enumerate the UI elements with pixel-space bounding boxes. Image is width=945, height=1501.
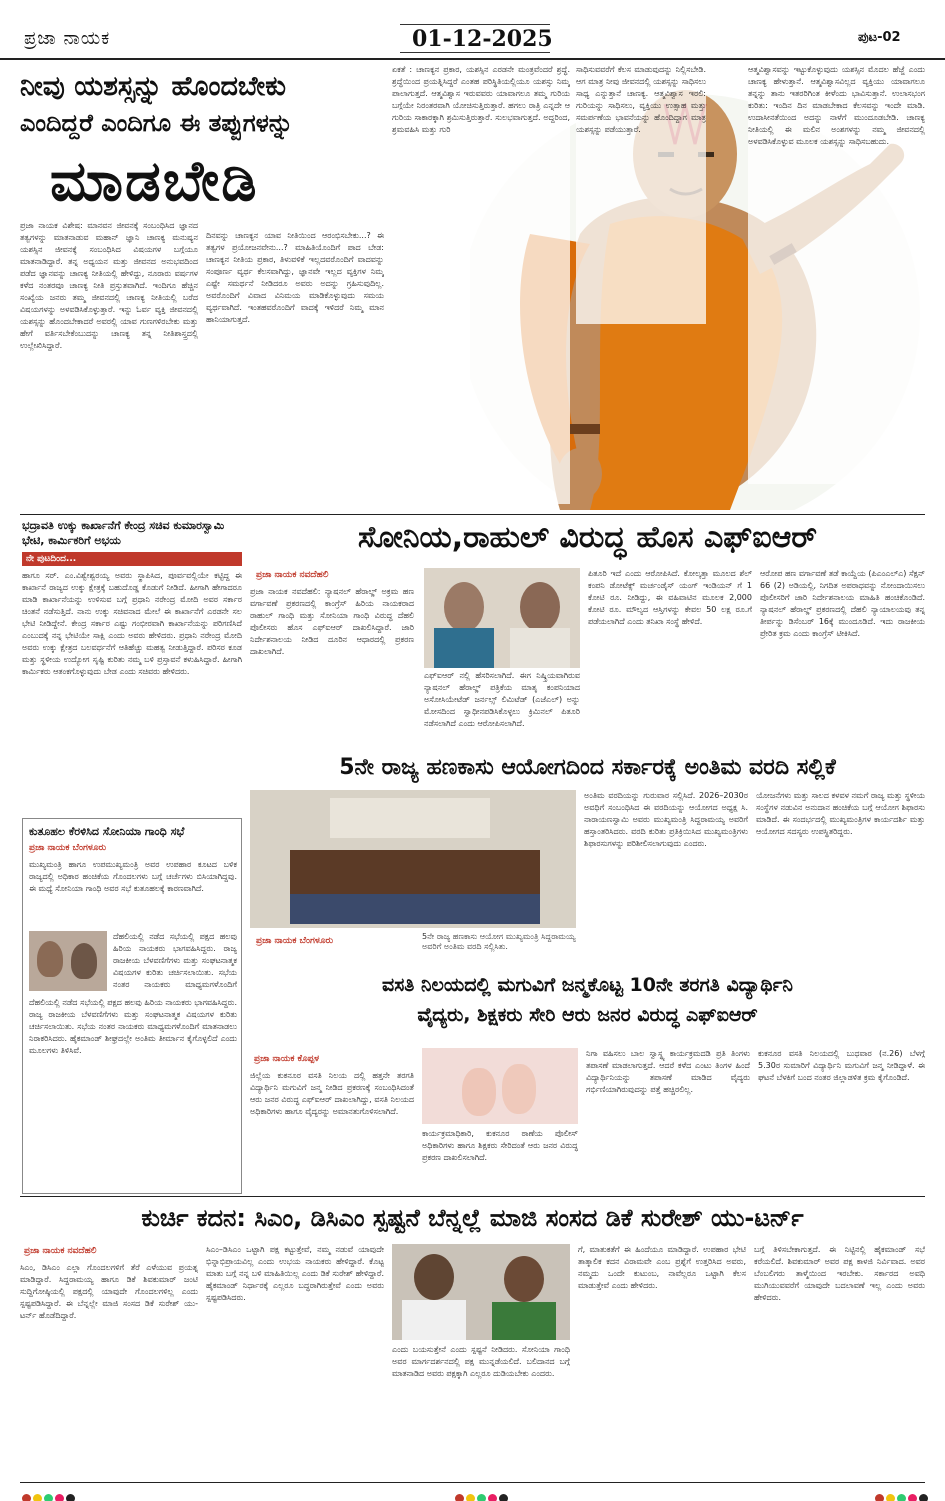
hostel-byline: ಪ್ರಜಾ ನಾಯಕ ಕೊಪ್ಪಳ	[254, 1054, 320, 1064]
sonia-meeting-byline: ಪ್ರಜಾ ನಾಯಕ ಬೆಂಗಳೂರು	[29, 843, 107, 853]
paper-name: ಪ್ರಜಾ ನಾಯಕ	[24, 28, 111, 49]
page-number: ಪುಟ-02	[858, 30, 901, 45]
registration-dot	[455, 1494, 464, 1501]
registration-dot	[875, 1494, 884, 1501]
dks-byline: ಪ್ರಜಾ ನಾಯಕ ನವದೆಹಲಿ	[24, 1246, 97, 1256]
footer-dots-left	[22, 1488, 77, 1501]
sonia-fir-col-2: ಎಫ್ಐಆರ್ ನಲ್ಲಿ ಹೆಸರಿಸಲಾಗಿದೆ. ಈಗ ನಿಷ್ಕ್ರಿಯವಾಗಿರುವ ನ್ಯಾಷನಲ್ ಹೆರಾಲ್ಡ್ ಪತ್ರಿಕೆಯ ಮಾತೃ ಕಂಪನಿಯಾದ ಅಸೋಸಿಯೇಟೆಡ್ ಜರ್ನಲ್ಸ್ ಲಿಮಿಟೆಡ್ (ಎಜೆಎಲ್) ಅನ್ನು ಮೋಸದಿಂದ ಸ್ವಾಧೀನಪಡಿಸಿಕೊಳ್ಳಲು ಕ್ರಿಮಿನಲ್ ಪಿತೂರಿ ನಡೆಸಲಾಗಿದೆ ಎಂದು ಆರೋಪಿಸಲಾಗಿದೆ.	[424, 671, 580, 728]
lead-col-3: ಏಕತೆ : ಚಾಣಕ್ಯನ ಪ್ರಕಾರ, ಯಶಸ್ಸಿನ ಎರಡನೇ ಮಂತ್ರವೆಂದರೆ ಶ್ರದ್ಧೆ. ಶ್ರದ್ಧೆಯಿಂದ ಪ್ರಯತ್ನಿಸಿದ್ದರೆ ಎಂತಹ ಪರಿಸ್ಥಿತಿಯಲ್ಲಿಯೂ ಯಶಸ್ಸು ನಿಮ್ಮ ಪಾಲಾಗುತ್ತದೆ. ಆತ್ಮವಿಶ್ವಾಸ ಇರುವವರು ಯಾವಾಗಲೂ ತಮ್ಮ ಗುರಿಯ ಬಗ್ಗೆಯೇ ನಿರಂತರವಾಗಿ ಯೋಚಿಸುತ್ತಿರುತ್ತಾರೆ. ಹಗಲು ರಾತ್ರಿ ಎನ್ನದೇ ಆ ಗುರಿಯ ಸಾಕಾರಕ್ಕಾಗಿ ಶ್ರಮಿಸುತ್ತಿರುತ್ತಾರೆ. ಸುಲಭವಾಗುತ್ತದೆ. ಅದ್ದರಿಂದ, ಶ್ರಮವಹಿಸಿ ಮತ್ತು ಗುರಿ	[392, 64, 570, 504]
sonia-rahul-photo	[29, 931, 107, 991]
dks-col-4: ಗೆ, ಮಾತುಕತೆಗೆ ಈ ಹಿಂದೆಯೂ ಮಾಡಿದ್ದಾರೆ. ಉಪಹಾರ ಭೇಟಿ ತಾತ್ಕಾಲಿಕ ಕದನ ವಿರಾಮವೇ ಎಂಬ ಪ್ರಶ್ನೆಗೆ ಉತ್ತರಿಸಿದ ಅವರು, ನಮ್ಮದು ಒಂದೇ ಕುಟುಂಬ, ನಾವೆಲ್ಲರೂ ಒಟ್ಟಾಗಿ ಕೆಲಸ ಮಾಡುತ್ತೇವೆ ಎಂದು ಹೇಳಿದರು.	[578, 1245, 746, 1290]
dks-col-3: ಎಂದು ಬಯಸುತ್ತೇನೆ ಎಂದು ಸ್ಪಷ್ಟನೆ ನೀಡಿದರು. ಸೋನಿಯಾ ಗಾಂಧಿ ಅವರ ಮಾರ್ಗದರ್ಶನದಲ್ಲಿ ಪಕ್ಷ ಮುನ್ನಡೆಯಲಿದೆ. ಬಲಿದಾನದ ಬಗ್ಗೆ ಮಾತನಾಡಿದ ಅವರು ಪಕ್ಷಕ್ಕಾಗಿ ಎಲ್ಲರೂ ದುಡಿಯಬೇಕು ಎಂದರು.	[392, 1345, 570, 1378]
finance-photo-caption: 5ನೇ ರಾಜ್ಯ ಹಣಕಾಸು ಆಯೋಗ ಮುಖ್ಯಮಂತ್ರಿ ಸಿದ್ದರಾಮಯ್ಯ ಅವರಿಗೆ ಅಂತಿಮ ವರದಿ ಸಲ್ಲಿಸಿತು.	[422, 932, 576, 951]
registration-dot	[488, 1494, 497, 1501]
registration-dot	[886, 1494, 895, 1501]
sonia-fir-headline: ಸೋನಿಯ,ರಾಹುಲ್ ವಿರುದ್ಧ ಹೊಸ ಎಫ್ಐಆರ್	[357, 520, 818, 555]
dks-col-2: ಸಿಎಂ–ಡಿಸಿಎಂ ಒಟ್ಟಾಗಿ ಪಕ್ಷ ಕಟ್ಟುತ್ತೇವೆ, ನಮ್ಮ ನಡುವೆ ಯಾವುದೇ ಭಿನ್ನಾಭಿಪ್ರಾಯವಿಲ್ಲ ಎಂದು ಉಭಯ ನಾಯಕರು ಹೇಳಿದ್ದಾರೆ. ಕೊಟ್ಟ ಮಾತು ಬಗ್ಗೆ ನನ್ನ ಬಳಿ ಮಾಹಿತಿಯಿಲ್ಲ ಎಂದು ಡಿಕೆ ಸುರೇಶ್ ಹೇಳಿದ್ದಾರೆ. ಹೈಕಮಾಂಡ್ ನಿರ್ಧಾರಕ್ಕೆ ಎಲ್ಲರೂ ಬದ್ಧರಾಗಿರುತ್ತೇವೆ ಎಂದು ಅವರು ಸ್ಪಷ್ಟಪಡಿಸಿದರು.	[206, 1245, 384, 1302]
hostel-col-4: ಕುಕನೂರ ವಸತಿ ನಿಲಯದಲ್ಲಿ ಬುಧವಾರ (ನ.26) ಬೆಳಗ್ಗೆ 5.30ರ ಸುಮಾರಿಗೆ ವಿದ್ಯಾರ್ಥಿನಿ ಮಗುವಿಗೆ ಜನ್ಮ ನೀಡಿದ್ದಾಳೆ. ಈ ಘಟನೆ ಬೆಳಕಿಗೆ ಬಂದ ನಂತರ ಜಿಲ್ಲಾಡಳಿತ ಕ್ರಮ ಕೈಗೊಂಡಿದೆ.	[758, 1049, 925, 1082]
continued-tag: ನೇ ಪುಟದಿಂದ...	[22, 552, 242, 566]
lead-col-1: ಪ್ರಜಾ ನಾಯಕ ವಿಶೇಷ: ಮಾನವನ ಜೀವನಕ್ಕೆ ಸಂಬಂಧಿಸಿದ ಜ್ಞಾನದ ತತ್ವಗಳನ್ನು ಮಾತನಾಡುವ ಮಹಾನ್ ಜ್ಞಾನಿ ಚಾಣಕ್ಯ ಮನುಷ್ಯನ ಯಶಸ್ಸಿನ ಜೀವನಕ್ಕೆ ಸಂಬಂಧಿಸಿದ ವಿಷಯಗಳ ಬಗ್ಗೆಯೂ ಮಾತನಾಡಿದ್ದಾರೆ. ತನ್ನ ಅಧ್ಯಯನ ಮತ್ತು ಜೀವನದ ಅನುಭವದಿಂದ ಪಡೆದ ಜ್ಞಾನವನ್ನು ಚಾಣಕ್ಯ ನೀತಿಯಲ್ಲಿ ಹೇಳಿದ್ದು, ನೂರಾರು ವರ್ಷಗಳ ಕಳೆದ ನಂತರವೂ ಚಾಣಕ್ಯ ನೀತಿ ಪ್ರಸ್ತುತವಾಗಿದೆ. ಇಂದಿಗೂ ಹೆಚ್ಚಿನ ಸಂಖ್ಯೆಯ ಜನರು ತಮ್ಮ ಜೀವನದಲ್ಲಿ ಚಾಣಕ್ಯ ನೀತಿಯಲ್ಲಿ ಬರೆದ ವಿಷಯಗಳನ್ನು ಅಳವಡಿಸಿಕೊಳ್ಳುತ್ತಾರೆ. ಇನ್ನು ಓರ್ವ ವ್ಯಕ್ತಿ ಜೀವನದಲ್ಲಿ ಯಶಸ್ಸನ್ನು ಹೊಂದಬೇಕಾದರೆ ಅವರಲ್ಲಿ ಯಾವ ಗುಣಗಳಿರಬೇಕು ಮತ್ತು ಹೇಗೆ ವರ್ತಿಸಬೇಕೆಂಬುದನ್ನು ಚಾಣಕ್ಯ ತನ್ನ ನೀತಿಶಾಸ್ತ್ರದಲ್ಲಿ ಉಲ್ಲೇಖಿಸಿದ್ದಾರೆ.	[20, 221, 198, 350]
finance-meeting-photo	[250, 790, 576, 928]
sonia-fir-col-1: ಪ್ರಜಾ ನಾಯಕ ನವದೆಹಲಿ: ನ್ಯಾಷನಲ್ ಹೆರಾಲ್ಡ್ ಅಕ್ರಮ ಹಣ ವರ್ಗಾವಣೆ ಪ್ರಕರಣದಲ್ಲಿ ಕಾಂಗ್ರೆಸ್ ಹಿರಿಯ ನಾಯಕರಾದ ರಾಹುಲ್ ಗಾಂಧಿ ಮತ್ತು ಸೋನಿಯಾ ಗಾಂಧಿ ವಿರುದ್ಧ ದೆಹಲಿ ಪೊಲೀಸರು ಹೊಸ ಎಫ್ಐಆರ್ ದಾಖಲಿಸಿದ್ದಾರೆ. ಜಾರಿ ನಿರ್ದೇಶನಾಲಯ ನೀಡಿದ ದೂರಿನ ಆಧಾರದಲ್ಲಿ ಪ್ರಕರಣ ದಾಖಲಾಗಿದೆ.	[250, 587, 414, 656]
registration-dot	[66, 1494, 75, 1501]
hostel-col-1: ಜಿಲ್ಲೆಯ ಕುಕನೂರ ವಸತಿ ನಿಲಯ ದಲ್ಲಿ ಹತ್ತನೇ ತರಗತಿ ವಿದ್ಯಾರ್ಥಿನಿ ಮಗುವಿಗೆ ಜನ್ಮ ನೀಡಿದ ಪ್ರಕರಣಕ್ಕೆ ಸಂಬಂಧಿಸಿದಂತೆ ಆರು ಜನರ ವಿರುದ್ಧ ಎಫ್ಐಆರ್ ದಾಖಲಾಗಿದ್ದು, ವಸತಿ ನಿಲಯದ ಅಧಿಕಾರಿಗಳು ಹಾಗೂ ವೈದ್ಯರನ್ನು ಅಮಾನತುಗೊಳಿಸಲಾಗಿದೆ.	[250, 1071, 414, 1116]
footer-dots-center	[455, 1488, 510, 1501]
lead-headline-line1: ನೀವು ಯಶಸ್ಸನ್ನು ಹೊಂದಬೇಕು	[20, 71, 286, 102]
lead-story	[20, 64, 925, 510]
sonia-fir-col-3: ಪಿತೂರಿ ಇದೆ ಎಂದು ಆರೋಪಿಸಿದೆ. ಕೋಲ್ಕತ್ತಾ ಮೂಲದ ಶೆಲ್ ಕಂಪನಿ ಡೋಟೆಕ್ಸ್ ಮರ್ಚಂಡೈಸ್ ಯಂಗ್ ಇಂಡಿಯನ್ ಗೆ 1 ಕೋಟಿ ರೂ. ನೀಡಿದ್ದು, ಈ ವಹಿವಾಟಿನ ಮೂಲಕ 2,000 ಕೋಟಿ ರೂ. ಮೌಲ್ಯದ ಆಸ್ತಿಗಳನ್ನು ಕೇವಲ 50 ಲಕ್ಷ ರೂ.ಗೆ ಪಡೆಯಲಾಗಿದೆ ಎಂದು ತನಿಖಾ ಸಂಸ್ಥೆ ಹೇಳಿದೆ.	[588, 569, 752, 626]
lead-headline-line2: ಎಂದಿದ್ದರೆ ಎಂದಿಗೂ ಈ ತಪ್ಪುಗಳನ್ನು	[20, 109, 293, 137]
section-rule-1	[20, 514, 925, 515]
registration-dot	[477, 1494, 486, 1501]
lead-col-5: ಆತ್ಮವಿಶ್ವಾಸವನ್ನು ಇಟ್ಟುಕೊಳ್ಳುವುದು ಯಶಸ್ಸಿನ ಮೊದಲ ಹೆಜ್ಜೆ ಎಂದು ಚಾಣಕ್ಯ ಹೇಳುತ್ತಾನೆ. ಆತ್ಮವಿಶ್ವಾಸವಿಲ್ಲದ ವ್ಯಕ್ತಿಯು ಯಾವಾಗಲೂ ತನ್ನನ್ನು ತಾನು ಇತರರಿಗಿಂತ ಕೀಳೆಂದು ಭಾವಿಸುತ್ತಾನೆ. ಉಲಾಸಭಂಗ ಕುರಿತು: ಇಂದಿನ ದಿನ ಮಾಡಬೇಕಾದ ಕೆಲಸವನ್ನು ಇಂದೇ ಮಾಡಿ. ಉದಾಸೀನತೆಯಿಂದ ಅದನ್ನು ನಾಳೆಗೆ ಮುಂದೂಡಬೇಡಿ. ಚಾಣಕ್ಯ ನೀತಿಯಲ್ಲಿ ಈ ಮಲಿನ ಅಂಶಗಳನ್ನು ನಮ್ಮ ಜೀವನದಲ್ಲಿ ಅಳವಡಿಸಿಕೊಳ್ಳುವ ಮೂಲಕ ಯಶಸ್ಸನ್ನು ಸಾಧಿಸಬಹುದು.	[748, 64, 925, 484]
lead-col-4: ಸಾಧಿಸುವವರೆಗೆ ಕೆಲಸ ಮಾಡುವುದನ್ನು ನಿಲ್ಲಿಸಬೇಡಿ. ಆಗ ಮಾತ್ರ ನೀವು ಜೀವನದಲ್ಲಿ ಯಶಸ್ಸನ್ನು ಸಾಧಿಸಲು ಸಾಧ್ಯ ಎನ್ನುತ್ತಾನೆ ಚಾಣಕ್ಯ. ಆತ್ಮವಿಶ್ವಾಸ ಇರಲಿ: ಗುರಿಯನ್ನು ಸಾಧಿಸಲು, ವ್ಯಕ್ತಿಯು ಉತ್ಸಾಹ ಮತ್ತು ಸಮರ್ಪಣೆಯ ಭಾವನೆಯನ್ನು ಹೊಂದಿದ್ದಾಗ ಮಾತ್ರ ಯಶಸ್ಸನ್ನು ಪಡೆಯುತ್ತಾರೆ.	[576, 64, 706, 324]
registration-dot	[919, 1494, 928, 1501]
bhadravati-headline: ಭದ್ರಾವತಿ ಉಕ್ಕು ಕಾರ್ಖಾನೆಗೆ ಕೇಂದ್ರ ಸಚಿವ ಕುಮಾರಸ್ವಾಮಿ ಭೇಟಿ, ಕಾರ್ಮಿಕರಿಗೆ ಅಭಯ	[22, 519, 225, 547]
footer-dots-right	[875, 1488, 930, 1501]
dks-col-1: ಸಿಎಂ, ಡಿಸಿಎಂ ಎಲ್ಲಾ ಗೊಂದಲಗಳಿಗೆ ತೆರೆ ಎಳೆಯುವ ಪ್ರಯತ್ನ ಮಾಡಿದ್ದಾರೆ. ಸಿದ್ದರಾಮಯ್ಯ ಹಾಗೂ ಡಿಕೆ ಶಿವಕುಮಾರ್ ಜಂಟಿ ಸುದ್ದಿಗೋಷ್ಠಿಯಲ್ಲಿ ಪಕ್ಷದಲ್ಲಿ ಯಾವುದೇ ಗೊಂದಲಗಳಿಲ್ಲ ಎಂದು ಸ್ಪಷ್ಟಪಡಿಸಿದ್ದಾರೆ. ಈ ಬೆನ್ನಲ್ಲೇ ಮಾಜಿ ಸಂಸದ ಡಿಕೆ ಸುರೇಶ್ ಯು-ಟರ್ನ್ ಹೊಡೆದಿದ್ದಾರೆ.	[20, 1263, 198, 1320]
section-rule-2	[20, 1196, 925, 1197]
baby-feet-photo	[422, 1048, 578, 1124]
lead-col-2: ದಿನವನ್ನು ಚಾಣಕ್ಯನ ಯಾವ ನೀತಿಯಿಂದ ಆರಂಭಿಸಬೇಕು...? ಈ ತತ್ವಗಳ ಪ್ರಯೋಜನವೇನು...? ಮಾಹಿತಿಯೊಂದಿಗೆ ಪಾದ ಬೇಡ: ಚಾಣಕ್ಯನ ನೀತಿಯ ಪ್ರಕಾರ, ತಿಳುವಳಿಕೆ ಇಲ್ಲದವರೊಂದಿಗೆ ವಾದವನ್ನು ಸಂಪೂರ್ಣ ವ್ಯರ್ಥ ಕೆಲಸವಾಗಿದ್ದು, ಜ್ಞಾನವೇ ಇಲ್ಲದ ವ್ಯಕ್ತಿಗಳ ನಿಮ್ಮ ಎಷ್ಟೇ ಸಮರ್ಥನೆ ನೀಡಿದರೂ ಅವರು ಅದನ್ನು ಗ್ರಹಿಸುವುದಿಲ್ಲ. ಅವರೊಂದಿಗೆ ವಿವಾದ ವಿನಿಮಯ ಮಾಡಿಕೊಳ್ಳುವುದು ಸಮಯ ವ್ಯರ್ಥವಾಗಿದೆ. ಇಂತಹವರೊಂದಿಗೆ ವಾದಕ್ಕೆ ಇಳಿದರೆ ನಿಮ್ಮ ಮಾನ ಹಾನಿಯಾಗುತ್ತದೆ.	[206, 231, 384, 324]
registration-dot	[22, 1494, 31, 1501]
sonia-fir-byline: ಪ್ರಜಾ ನಾಯಕ ನವದೆಹಲಿ	[256, 570, 329, 580]
sonia-meeting-body-2a: ದೆಹಲಿಯಲ್ಲಿ ನಡೆದ ಸಭೆಯಲ್ಲಿ ಪಕ್ಷದ ಹಲವು ಹಿರಿಯ ನಾಯಕರು ಭಾಗವಹಿಸಿದ್ದರು. ರಾಜ್ಯ ರಾಜಕೀಯ ಬೆಳವಣಿಗೆಗಳು ಮತ್ತು ಸಂಘಟನಾತ್ಮಕ ವಿಷಯಗಳ ಕುರಿತು ಚರ್ಚಿಸಲಾಯಿತು. ಸಭೆಯ ನಂತರ ನಾಯಕರು ಮಾಧ್ಯಮಗಳೊಂದಿಗೆ	[113, 932, 237, 989]
finance-headline: 5ನೇ ರಾಜ್ಯ ಹಣಕಾಸು ಆಯೋಗದಿಂದ ಸರ್ಕಾರಕ್ಕೆ ಅಂತಿಮ ವರದಿ ಸಲ್ಲಿಕೆ	[339, 755, 836, 780]
finance-col-2: ಯೋಜನೆಗಳು ಮತ್ತು ಸಾಲದ ಕಳವಳ ನಮಗೆ ರಾಜ್ಯ ಮತ್ತು ಸ್ಥಳೀಯ ಸಂಸ್ಥೆಗಳ ನಡುವಿನ ಅನುದಾನ ಹಂಚಿಕೆಯ ಬಗ್ಗೆ ಆಯೋಗ ಶಿಫಾರಸು ಮಾಡಿದೆ. ಈ ಸಂದರ್ಭದಲ್ಲಿ ಮುಖ್ಯಮಂತ್ರಿಗಳ ಕಾರ್ಯದರ್ಶಿ ಮತ್ತು ಆಯೋಗದ ಸದಸ್ಯರು ಉಪಸ್ಥಿತರಿದ್ದರು.	[756, 791, 925, 836]
paper-date: 01-12-2025	[412, 26, 553, 52]
dk-suresh-photo	[392, 1244, 570, 1340]
dk-suresh-story	[20, 1200, 925, 1476]
footer	[0, 1482, 945, 1501]
sonia-rahul-fir-photo	[424, 568, 580, 668]
hostel-headline-line2: ವೈದ್ಯರು, ಶಿಕ್ಷಕರು ಸೇರಿ ಆರು ಜನರ ವಿರುದ್ಧ ಎಫ್ಐಆರ್	[417, 1004, 758, 1026]
hostel-col-2: ಕಾರ್ಯಕ್ರಮಾಧಿಕಾರಿ, ಕುಕನೂರ ಠಾಣೆಯ ಪೊಲೀಸ್ ಅಧಿಕಾರಿಗಳು ಹಾಗೂ ಶಿಕ್ಷಕರು ಸೇರಿದಂತೆ ಆರು ಜನರ ವಿರುದ್ಧ ಪ್ರಕರಣ ದಾಖಲಿಸಲಾಗಿದೆ.	[422, 1129, 578, 1162]
registration-dot	[44, 1494, 53, 1501]
finance-commission-story	[250, 752, 925, 964]
hostel-col-3: ನಿಗಾ ವಹಿಸಲು ಬಾಲ ಸ್ವಾಸ್ಥ್ಯ ಕಾರ್ಯಕ್ರಮದಡಿ ಪ್ರತಿ ತಿಂಗಳು ತಪಾಸಣೆ ಮಾಡಲಾಗುತ್ತದೆ. ಆದರೆ ಕಳೆದ ಎಂಟು ತಿಂಗಳ ಹಿಂದೆ ವಿದ್ಯಾರ್ಥಿನಿಯನ್ನು ತಪಾಸಣೆ ಮಾಡಿದ ವೈದ್ಯರು ಗರ್ಭಿಣಿಯಾಗಿರುವುದನ್ನು ಪತ್ತೆ ಹಚ್ಚಿರಲಿಲ್ಲ.	[586, 1049, 750, 1094]
registration-dot	[466, 1494, 475, 1501]
date-rule-top	[400, 24, 550, 25]
lead-headline-big: ಮಾಡಬೇಡಿ	[50, 149, 259, 214]
registration-dot	[55, 1494, 64, 1501]
finance-col-1: ಅಂತಿಮ ವರದಿಯನ್ನು ಗುರುವಾರ ಸಲ್ಲಿಸಿದೆ. 2026–2030ರ ಅವಧಿಗೆ ಸಂಬಂಧಿಸಿದ ಈ ವರದಿಯನ್ನು ಆಯೋಗದ ಅಧ್ಯಕ್ಷ ಸಿ. ನಾರಾಯಣಸ್ವಾಮಿ ಅವರು ಮುಖ್ಯಮಂತ್ರಿ ಸಿದ್ದರಾಮಯ್ಯ ಅವರಿಗೆ ಹಸ್ತಾಂತರಿಸಿದರು. ವರದಿ ಕುರಿತು ಪ್ರತಿಕ್ರಿಯಿಸಿದ ಮುಖ್ಯಮಂತ್ರಿಗಳು ಶಿಫಾರಸುಗಳನ್ನು ಪರಿಶೀಲಿಸಲಾಗುವುದು ಎಂದರು.	[584, 791, 748, 848]
sonia-meeting-body-1: ಮುಖ್ಯಮಂತ್ರಿ ಹಾಗೂ ಉಪಮುಖ್ಯಮಂತ್ರಿ ಅವರ ಉಪಹಾರ ಕೂಟದ ಬಳಿಕ ರಾಜ್ಯದಲ್ಲಿ ಅಧಿಕಾರ ಹಂಚಿಕೆಯ ಗೊಂದಲಗಳು ಬಗ್ಗೆ ಚರ್ಚೆಗಳು ಬಿಸಿಯಾಗಿದ್ದವು. ಈ ಮಧ್ಯೆ ಸೋನಿಯಾ ಗಾಂಧಿ ಅವರ ಸಭೆ ಕುತೂಹಲಕ್ಕೆ ಕಾರಣವಾಗಿದೆ.	[29, 860, 237, 893]
masthead-rule	[0, 58, 945, 60]
finance-byline: ಪ್ರಜಾ ನಾಯಕ ಬೆಂಗಳೂರು	[256, 936, 334, 946]
hostel-story	[250, 970, 925, 1192]
registration-dot	[908, 1494, 917, 1501]
sonia-meeting-headline: ಕುತೂಹಲ ಕೆರಳಿಸಿದ ಸೋನಿಯಾ ಗಾಂಧಿ ಸಭೆ	[29, 825, 185, 838]
registration-dot	[897, 1494, 906, 1501]
registration-dot	[33, 1494, 42, 1501]
dks-col-5: ಬಗ್ಗೆ ತಿಳಿಸಬೇಕಾಗುತ್ತದೆ. ಈ ನಿಟ್ಟಿನಲ್ಲಿ ಹೈಕಮಾಂಡ್ ಸಭೆ ಕರೆಯಲಿದೆ. ಶಿವಕುಮಾರ್ ಅವರ ಪಕ್ಷ ಕಾಳಜಿ ನಿರ್ವಿವಾದ. ಅವರ ಬೆಂಬಲಿಗರು ತಾಳ್ಮೆಯಿಂದ ಇರಬೇಕು. ಸರ್ಕಾರದ ಅವಧಿ ಮುಗಿಯುವವರೆಗೆ ಯಾವುದೇ ಬದಲಾವಣೆ ಇಲ್ಲ ಎಂದು ಅವರು ಹೇಳಿದರು.	[754, 1245, 925, 1302]
sonia-meeting-body-2b: ದೆಹಲಿಯಲ್ಲಿ ನಡೆದ ಸಭೆಯಲ್ಲಿ ಪಕ್ಷದ ಹಲವು ಹಿರಿಯ ನಾಯಕರು ಭಾಗವಹಿಸಿದ್ದರು. ರಾಜ್ಯ ರಾಜಕೀಯ ಬೆಳವಣಿಗೆಗಳು ಮತ್ತು ಸಂಘಟನಾತ್ಮಕ ವಿಷಯಗಳ ಕುರಿತು ಚರ್ಚಿಸಲಾಯಿತು. ಸಭೆಯ ನಂತರ ನಾಯಕರು ಮಾಧ್ಯಮಗಳೊಂದಿಗೆ ಮಾತನಾಡಲು ನಿರಾಕರಿಸಿದರು. ಹೈಕಮಾಂಡ್ ಶೀಘ್ರದಲ್ಲೇ ಅಂತಿಮ ತೀರ್ಮಾನ ಕೈಗೊಳ್ಳಲಿದೆ ಎಂದು ಮೂಲಗಳು ತಿಳಿಸಿವೆ.	[29, 998, 237, 1055]
bhadravati-body: ಹಾಗೂ ಸರ್. ಎಂ.ವಿಶ್ವೇಶ್ವರಯ್ಯ ಅವರು ಸ್ಥಾಪಿಸಿದ, ಪೂರ್ವವಲ್ಲಿಯೇ ಕಟ್ಟಿದ್ದ ಈ ಕಾರ್ಖಾನೆ ರಾಜ್ಯದ ಉಕ್ಕು ಕ್ಷೇತ್ರಕ್ಕೆ ಬಹುದೊಡ್ಡ ಕೊಡುಗೆ ನೀಡಿದೆ. ಹೀಗಾಗಿ ಹೇಗಾದರೂ ಮಾಡಿ ಕಾರ್ಖಾನೆಯನ್ನು ಉಳಿಸುವ ಬಗ್ಗೆ ಪ್ರಧಾನಿ ನರೇಂದ್ರ ಮೋದಿ ಅವರ ಸರ್ಕಾರ ಚಿಂತನೆ ನಡೆಸುತ್ತಿದೆ. ನಾನು ಉಕ್ಕು ಸಚಿವನಾದ ಮೇಲೆ ಈ ಕಾರ್ಖಾನೆಗೆ ಎರಡನೇ ಸಲ ಭೇಟಿ ನೀಡಿದ್ದೇನೆ. ಕೇಂದ್ರ ಸರ್ಕಾರ ಎಷ್ಟು ಗಂಭೀರವಾಗಿ ಕಾರ್ಖಾನೆಯನ್ನು ಪರಿಗಣಿಸಿದೆ ಎಂಬುದಕ್ಕೆ ನನ್ನ ಭೇಟಿಯೇ ಸಾಕ್ಷಿ ಎಂದು ಅವರು ಹೇಳಿದರು. ಪ್ರಧಾನಿ ನರೇಂದ್ರ ಮೋದಿ ಅವರು ಉಕ್ಕು ಕ್ಷೇತ್ರದ ಬಲವರ್ಧನೆಗೆ ಆತಿಹೆಚ್ಚು ಮಹತ್ವ ನೀಡುತ್ತಿದ್ದಾರೆ. ಪರಿಸರ ಕೂಡ ಮತ್ತು ಸ್ಥಳೀಯ ಉದ್ಯೋಗ ಸೃಷ್ಟಿ ಕುರಿತು ನಮ್ಮ ಬಳಿ ಪ್ರಸ್ತಾವನೆ ಕಳುಹಿಸಿದ್ದಾರೆ. ಹೀಗಾಗಿ ಕಾರ್ಮಿಕರು ಆತಂಕಗೊಳ್ಳುವುದು ಬೇಡ ಎಂದು ಸಚಿವರು ಹೇಳಿದರು.	[22, 571, 242, 676]
sonia-fir-col-4: ಆರೋಪ ಹಣ ವರ್ಗಾವಣೆ ತಡೆ ಕಾಯ್ದೆಯ (ಪಿಎಂಎಲ್ಎ) ಸೆಕ್ಷನ್ 66 (2) ಅಡಿಯಲ್ಲಿ, ನಿಗದಿತ ಅಪರಾಧವನ್ನು ನೋಂದಾಯಿಸಲು ಪೊಲೀಸರಿಗೆ ಜಾರಿ ನಿರ್ದೇಶನಾಲಯ ಮಾಹಿತಿ ಹಂಚಿಕೊಂಡಿದೆ. ನ್ಯಾಷನಲ್ ಹೆರಾಲ್ಡ್ ಪ್ರಕರಣದಲ್ಲಿ ದೆಹಲಿ ನ್ಯಾಯಾಲಯವು ತನ್ನ ತೀರ್ಪನ್ನು ಡಿಸೆಂಬರ್ 16ಕ್ಕೆ ಮುಂದೂಡಿದೆ. ಇದು ರಾಜಕೀಯ ಪ್ರೇರಿತ ಕ್ರಮ ಎಂದು ಕಾಂಗ್ರೆಸ್ ಟೀಕಿಸಿದೆ.	[760, 569, 925, 638]
bhadravati-brief	[22, 518, 242, 808]
hostel-headline-line1: ವಸತಿ ನಿಲಯದಲ್ಲಿ ಮಗುವಿಗೆ ಜನ್ಮಕೊಟ್ಟ 10ನೇ ತರಗತಿ ವಿದ್ಯಾರ್ಥಿನಿ	[382, 974, 793, 996]
registration-dot	[499, 1494, 508, 1501]
date-rule-bottom	[400, 52, 550, 53]
sonia-meeting-box	[22, 818, 242, 1194]
sonia-fir-story	[250, 518, 925, 748]
dks-headline: ಕುರ್ಚಿ ಕದನ: ಸಿಎಂ, ಡಿಸಿಎಂ ಸ್ಪಷ್ಟನೆ ಬೆನ್ನಲ್ಲೆ ಮಾಜಿ ಸಂಸದ ಡಿಕೆ ಸುರೇಶ್ ಯು-ಟರ್ನ್	[141, 1204, 804, 1232]
footer-rule	[20, 1482, 925, 1483]
